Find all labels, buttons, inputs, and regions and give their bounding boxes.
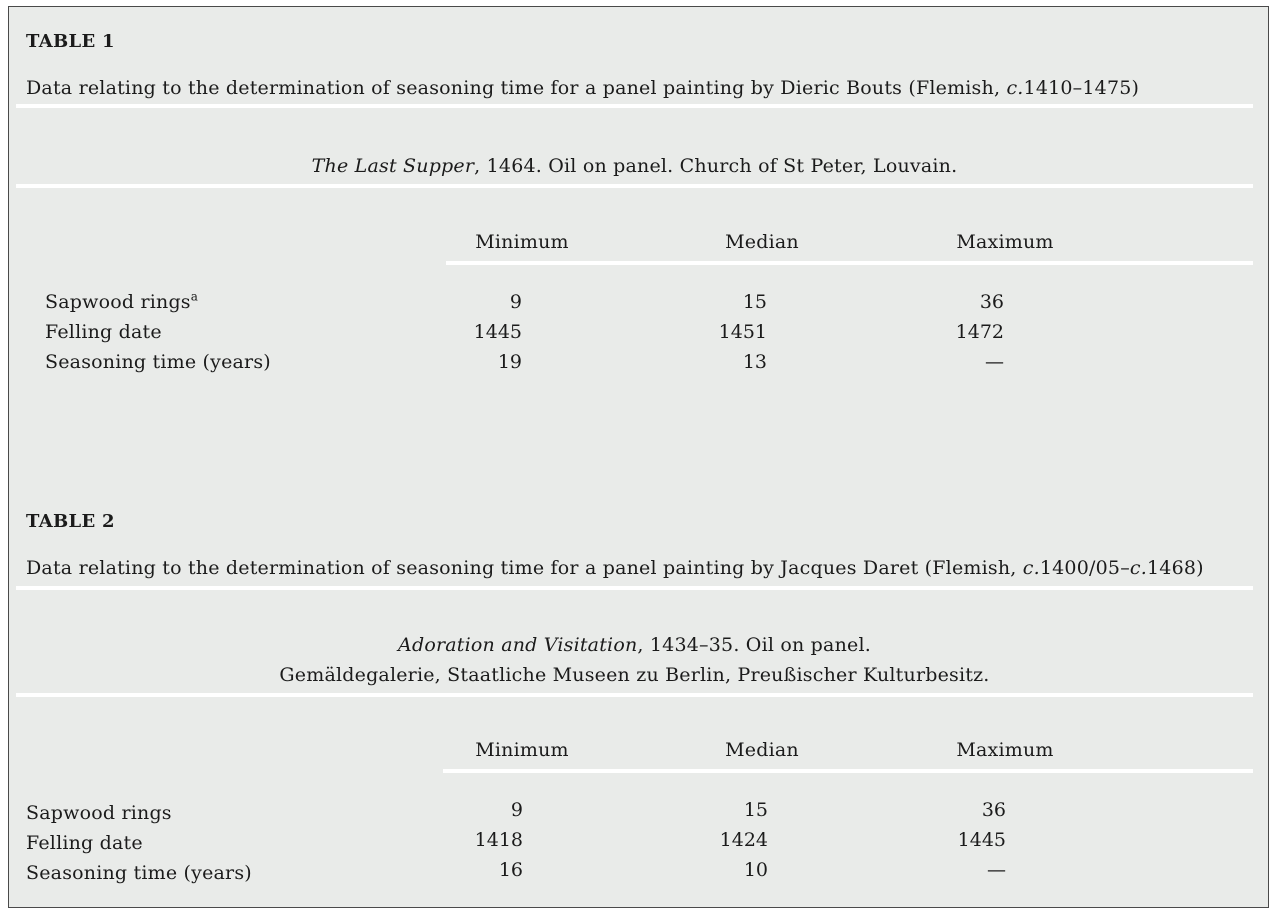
table2-cell: 15 (743, 799, 768, 821)
table2-cell: 1424 (719, 829, 768, 851)
table1-rule-caption (16, 104, 1253, 108)
table2-work-details: , 1434–35. Oil on panel. (637, 634, 871, 656)
table2-col-maximum: Maximum (956, 739, 1054, 761)
table1-col-minimum: Minimum (475, 231, 569, 253)
table2-rule-work (16, 693, 1253, 697)
table1-caption-prefix: Data relating to the determination of seasoning time for a panel painting by Dieric Bouts (Flemish, (26, 77, 1007, 99)
table2-caption-mid: 1400/05– (1039, 557, 1130, 579)
table1-work-title: The Last Supper (311, 155, 475, 177)
table1-footnote-mark: a (190, 289, 199, 304)
table2-cell: 9 (510, 799, 523, 821)
table1-cell: 1472 (955, 321, 1004, 343)
table1-row-label: Seasoning time (years) (45, 351, 271, 373)
table2-cell: 1418 (474, 829, 523, 851)
table1-cell: 15 (742, 291, 767, 313)
table1-col-median: Median (725, 231, 799, 253)
table2-row-label: Seasoning time (years) (26, 862, 252, 884)
table2-cell: 10 (743, 859, 768, 881)
table2-cell: 36 (981, 799, 1006, 821)
table1-work (16, 155, 1253, 177)
table2-caption-suffix: 1468) (1147, 557, 1204, 579)
table1-row1-label: Sapwood rings (45, 291, 191, 313)
table2-label: TABLE 2 (26, 511, 115, 532)
table2-caption-prefix: Data relating to the determination of seasoning time for a panel painting by Jacques Daret (Flemish, (26, 557, 1023, 579)
table2-col-median: Median (725, 739, 799, 761)
table1-cell: 13 (742, 351, 767, 373)
table1-cell: 19 (497, 351, 522, 373)
table1-row-label (45, 291, 198, 313)
table1-cell: 1451 (718, 321, 767, 343)
table2-work (16, 634, 1253, 656)
table2-work-title: Adoration and Visitation (398, 634, 638, 656)
table1-col-maximum: Maximum (956, 231, 1054, 253)
table1-work-details: , 1464. Oil on panel. Church of St Peter, Louvain. (474, 155, 958, 177)
table2-col-minimum: Minimum (475, 739, 569, 761)
table1-rule-work (16, 184, 1253, 188)
table2-row-label: Sapwood rings (26, 802, 172, 824)
table2-cell: 16 (498, 859, 523, 881)
table1-cell: — (985, 351, 1004, 373)
table1-caption-suffix: 1410–1475) (1023, 77, 1140, 99)
table1-caption-circa: c. (1006, 77, 1024, 99)
table2-work-location: Gemäldegalerie, Staatliche Museen zu Berlin, Preußischer Kulturbesitz. (279, 664, 990, 686)
table2-cell: — (987, 859, 1006, 881)
table1-rule-header (446, 261, 1253, 265)
table1-cell: 1445 (473, 321, 522, 343)
table1-cell: 36 (979, 291, 1004, 313)
table2-rule-caption (16, 586, 1253, 590)
table2-caption-circa2: c. (1129, 557, 1147, 579)
table1-caption (26, 77, 1139, 99)
table2-cell: 1445 (957, 829, 1006, 851)
table1-row-label: Felling date (45, 321, 162, 343)
table2-caption (26, 557, 1204, 579)
table1-cell: 9 (509, 291, 522, 313)
table2-row-label: Felling date (26, 832, 143, 854)
table1-label: TABLE 1 (26, 31, 115, 52)
table2-caption-circa: c. (1022, 557, 1040, 579)
table2-rule-header (443, 769, 1253, 773)
